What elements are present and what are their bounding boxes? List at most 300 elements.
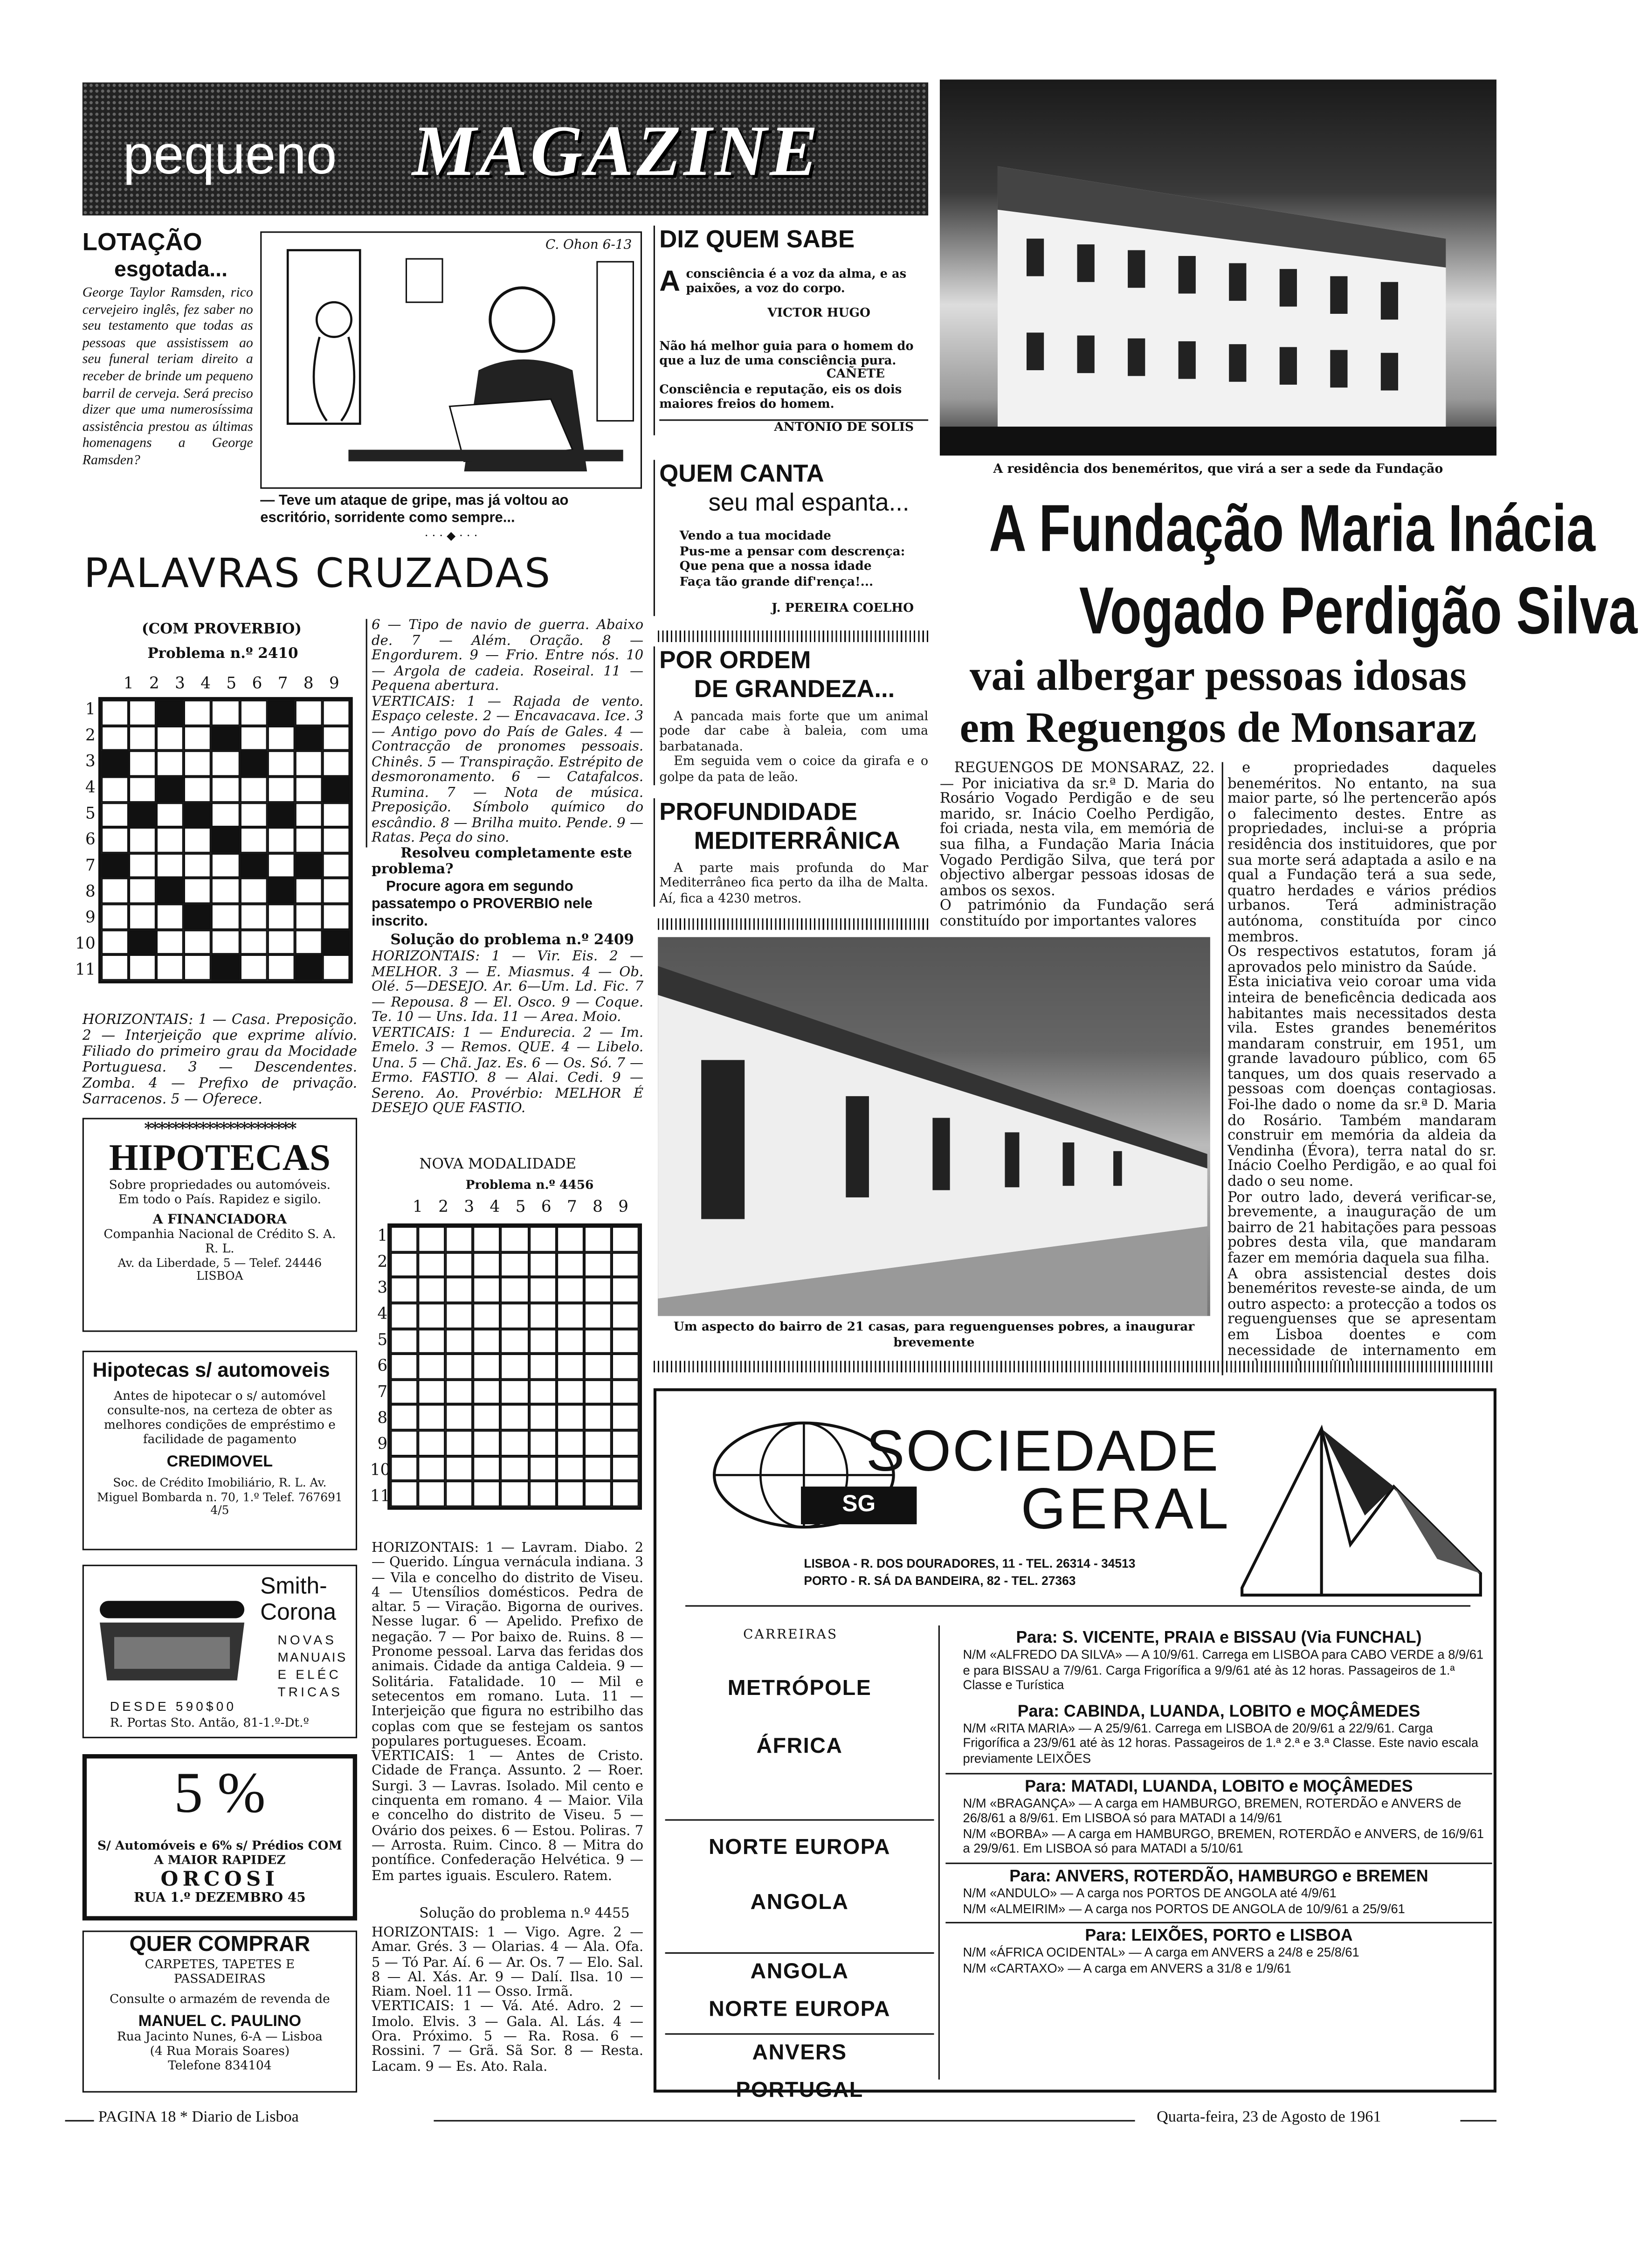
divider-ornament: · · · ◆ · · · xyxy=(424,529,478,543)
ordem-title-2: DE GRANDEZA... xyxy=(694,675,895,703)
lotacao-subtitle: esgotada... xyxy=(114,257,228,282)
route-details: N/M «ANDULO» — A carga nos PORTOS DE ANGOLA até 4/9/61 N/M «ALMEIRIM» — A carga nos PORTOS DE ANGOLA de 10/9/61 a 25/9/61 xyxy=(963,1886,1405,1915)
grid-cell xyxy=(129,751,156,776)
route-block xyxy=(945,1862,1492,1922)
grid-black-cell xyxy=(322,776,350,802)
hipotecas-addr: Av. da Liberdade, 5 — Telef. 24446 xyxy=(117,1257,322,1270)
grid-cell xyxy=(322,726,350,751)
grid-cell xyxy=(129,955,156,981)
route-title: Para: CABINDA, LUANDA, LOBITO e MOÇÂMEDES xyxy=(1017,1703,1420,1721)
palavras-problem: Problema n.º 2410 xyxy=(147,646,298,663)
footer-line-left xyxy=(65,2120,94,2122)
grid-cell xyxy=(239,776,267,802)
divider-bar xyxy=(654,1361,1494,1372)
grid-cell xyxy=(446,1226,473,1252)
grid-cell xyxy=(129,853,156,878)
nova-title: NOVA MODALIDADE xyxy=(419,1157,577,1173)
grid-cell xyxy=(584,1252,611,1278)
grid-cell xyxy=(157,751,184,776)
article-col-1: REGUENGOS DE MONSARAZ, 22. — Por iniciativa da sr.ª D. Maria do Rosário Vogado Perdigão e de seu marido, sr. Inácio Coelho Perdigão, foi criada, nesta vila, em memória de sua filha, a Fundação Maria Inácia Vogado Perdigão Silva, que terá por objectivo albergar pessoas idosas de ambos os sexos. O património da Fundação será constituído por importantes valores xyxy=(939,761,1215,930)
grid-cell xyxy=(212,853,239,878)
grid-black-cell xyxy=(157,878,184,904)
grid-black-cell xyxy=(212,726,239,751)
grid-cell xyxy=(446,1379,473,1405)
grid-cell xyxy=(612,1252,639,1278)
article-col-2: e propriedades daqueles beneméritos. No entanto, na sua maior parte, só lhe pertencerão após o falecimento destes. Entre as propriedades, inclui-se a própria residência dos instituidores, que por sua morte será adaptada a asilo e na qual a Fundação terá a sua sede, quatro herdades e vários prédios urbanos. Terá administração autónoma, constituída por cinco membros. Os respectivos estatutos, foram já aprovados pelo ministro da Saúde. Esta iniciativa veio coroar uma vida inteira de beneficência dedicada aos habitantes mais necessitados desta vila. Estes grandes beneméritos mandaram construir, em 1951, um grande lavadouro público, com 65 tanques, um dos quais reservado a pessoas com doenças contagiosas. Foi-lhe dado o nome da sr.ª D. Maria do Rosário. Também mandaram construir em memória da aldeia da Vendinha (Évora), terra natal do sr. Inácio Coelho Perdigão, e ao qual foi dado o seu nome. Por outro lado, deverá verificar-se, brevemente, a inauguração de um bairro de 21 habitações para pessoas pobres desta vila, que mandaram fazer em memória daquela sua filha. A obra assistencial destes dois beneméritos reveste-se ainda, de um outro aspecto: a protecção a todos os reguenguenses que se apresentam em Lisboa doentes e com necessidade de internamento em xyxy=(1222,762,1496,1375)
grid-cell xyxy=(501,1405,528,1431)
route-details: N/M «RITA MARIA» — A 25/9/61. Carrega em LISBOA de 20/9/61 a 22/9/61. Carga Frigorífica a 23/9/61 até às 12 horas. Passageiros de 1.ª 2.ª e 3.ª Classe. Este navio escala previamente LEIXÕES xyxy=(963,1720,1479,1766)
grid-black-cell xyxy=(101,853,129,878)
grid-cell xyxy=(584,1456,611,1481)
palavras-sol: HORIZONTAIS: 1 — Vir. Eis. 2 — MELHOR. 3 — E. Miasmus. 4 — Ob. Olé. 5—DESEJO. Ar. 6—Um. Ld. Fic. 7 — Repousa. 8 — El. Osco. 9 — Coque. Te. 10 — Uns. Ida. 11 — Area. Moio. VERTICAIS: 1 — Endurecia. 2 — Im. Emelo. 3 — Remos. QUE. 4 — Libelo. Una. 5 — Chã. Jaz. Es. 6 — Os. Só. 7 — Ermo. FASTIO. 8 — Alai. Cedi. 9 — Sereno. Ao. Provérbio: MELHOR É DESEJO QUE FASTIO. xyxy=(372,948,644,1117)
credimovel-body: Antes de hipotecar o s/ automóvel consulte-nos, na certeza de obter as melhores condições de empréstimo e facilidade de pagamento xyxy=(103,1390,336,1448)
palavras-col-numbers xyxy=(116,674,347,692)
grid-cell xyxy=(101,929,129,955)
grid-cell xyxy=(418,1303,446,1328)
grid-cell xyxy=(612,1328,639,1354)
grid-cell xyxy=(584,1405,611,1431)
grid-row-number: 5 xyxy=(85,804,96,823)
hipotecas-stars: ********************** xyxy=(144,1119,296,1138)
quer-body: Consulte o armazém de revenda de xyxy=(110,1992,330,2007)
grid-cell xyxy=(446,1431,473,1456)
grid-cell xyxy=(529,1481,556,1507)
smith-brand-2: Corona xyxy=(260,1601,337,1625)
banner-small: pequeno xyxy=(123,125,337,187)
grid-cell xyxy=(101,802,129,828)
grid-cell xyxy=(418,1481,446,1507)
route-region-label: ANGOLA xyxy=(750,1890,849,1915)
grid-black-cell xyxy=(129,802,156,828)
grid-row-number: 3 xyxy=(377,1278,388,1297)
grid-cell xyxy=(473,1431,501,1456)
sociedade-addr-2: PORTO - R. SÁ DA BANDEIRA, 82 - TEL. 27363 xyxy=(804,1573,1076,1588)
grid-cell xyxy=(501,1303,528,1328)
grid-cell xyxy=(267,955,295,981)
grid-cell xyxy=(584,1277,611,1303)
grid-cell xyxy=(612,1277,639,1303)
grid-cell xyxy=(418,1252,446,1278)
palavras-sub: (COM PROVERBIO) xyxy=(141,622,302,638)
grid-black-cell xyxy=(267,802,295,828)
diz-quem-sabe xyxy=(654,226,928,436)
banner-big: MAGAZINE xyxy=(412,110,821,191)
carreiras-label: CARREIRAS xyxy=(743,1628,838,1643)
grid-cell xyxy=(529,1379,556,1405)
magazine-banner xyxy=(83,83,928,215)
cartoon xyxy=(260,231,642,489)
grid-cell xyxy=(129,878,156,904)
grid-col-number: 3 xyxy=(175,674,185,693)
grid-cell xyxy=(390,1456,418,1481)
nova-sol-title: Solução do problema n.º 4455 xyxy=(419,1906,630,1922)
ordem-p1: A pancada mais forte que um animal pode dar cabe à baleia, com uma barbatanada. xyxy=(659,710,929,755)
grid-cell xyxy=(584,1226,611,1252)
grid-cell xyxy=(556,1431,584,1456)
grid-black-cell xyxy=(101,751,129,776)
grid-cell xyxy=(322,904,350,930)
divider-bar xyxy=(658,630,928,642)
grid-cell xyxy=(390,1303,418,1328)
hipotecas-body: Sobre propriedades ou automóveis. Em todo o País. Rapidez e sigilo. xyxy=(109,1178,331,1208)
sociedade-addr-1: LISBOA - R. DOS DOURADORES, 11 - TEL. 26314 - 34513 xyxy=(804,1556,1136,1571)
grid-cell xyxy=(556,1379,584,1405)
photo1-caption: A residência dos beneméritos, que virá a ser a sede da Fundação xyxy=(993,463,1443,477)
grid-cell xyxy=(212,904,239,930)
grid-cell xyxy=(612,1431,639,1456)
smith-line-2: MANUAIS xyxy=(277,1650,347,1665)
headline-2: Vogado Perdigão Silva xyxy=(1079,573,1638,648)
quer-sub: CARPETES, TAPETES E PASSADEIRAS xyxy=(145,1958,295,1987)
cartoon-caption: — Teve um ataque de gripe, mas já voltou ao escritório, sorridente como sempre... xyxy=(260,493,569,526)
route-region-label: NORTE EUROPA xyxy=(709,1835,891,1860)
route-region-label: ANGOLA xyxy=(750,1959,849,1984)
orcosi-body: S/ Automóveis e 6% s/ Prédios COM A MAIOR RAPIDEZ xyxy=(97,1839,342,1869)
grid-cell xyxy=(101,726,129,751)
quer-addr: Rua Jacinto Nunes, 6-A — Lisboa (4 Rua Morais Soares) Telefone 834104 xyxy=(117,2030,323,2074)
grid-cell xyxy=(157,929,184,955)
cartoon-drawing xyxy=(262,233,639,486)
grid-cell xyxy=(529,1303,556,1328)
smith-line-4: TRICAS xyxy=(277,1685,343,1700)
sociedade-vline xyxy=(938,1625,940,2080)
footer-right: Quarta-feira, 23 de Agosto de 1961 xyxy=(1157,2108,1381,2126)
diz-title: DIZ QUEM SABE xyxy=(659,225,855,253)
route-region-block xyxy=(665,1819,934,1931)
quem-verse: Vendo a tua mocidade Pus-me a pensar com descrença: Que pena que a nossa idade Faça tão grande dif'rença!... xyxy=(679,529,905,589)
grid-black-cell xyxy=(129,929,156,955)
grid-black-cell xyxy=(295,726,322,751)
grid-cell xyxy=(101,776,129,802)
route-block xyxy=(945,1699,1492,1772)
grid-cell xyxy=(295,929,322,955)
profundidade xyxy=(654,798,928,907)
grid-cell xyxy=(529,1252,556,1278)
grid-cell xyxy=(556,1405,584,1431)
palavras-grid xyxy=(98,697,353,983)
por-ordem xyxy=(654,646,928,785)
smith-line-3: E ELÉC xyxy=(277,1667,341,1682)
grid-cell xyxy=(322,802,350,828)
grid-cell xyxy=(529,1328,556,1354)
grid-cell xyxy=(473,1303,501,1328)
nova-clues: HORIZONTAIS: 1 — Lavram. Diabo. 2 — Querido. Língua vernácula indiana. 3 — Vila e concelho do distrito de Viseu. 4 — Utensílios domésticos. Pedra de altar. 5 — Viração. Bigorna de ourives. Nesse lugar. 6 — Apelido. Prefixo de negação. 7 — Por baixo de. Ruins. 8 — Pronome pessoal. Larva das feridas dos animais. Cidade da antiga Caldeia. 9 — Solitária. Fatalidade. 10 — Mil e setecentos em romano. Luta. 11 — Interjeição que figura no estribilho das coplas com que se festejam os santos populares portugueses. Ecoam. VERTICAIS: 1 — Antes de Cristo. Cidade de França. Assunto. 2 — Roer. Surgi. 3 — Lavras. Isolado. Mil cento e cinquenta em romano. 4 — Maior. Vila e concelho do distrito de Viseu. 5 — Ovário dos peixes. 6 — Estou. Poliras. 7 — Arrosta. Ruim. Cinco. 8 — Mitra do pontífice. Confederação Helvética. 9 — Em partes iguais. Esculero. Ratem. xyxy=(372,1540,644,1884)
grid-cell xyxy=(473,1252,501,1278)
grid-cell xyxy=(239,802,267,828)
grid-row-number: 4 xyxy=(85,778,96,797)
quer-comprar-ad xyxy=(83,1930,357,2092)
grid-black-cell xyxy=(157,776,184,802)
orcosi-addr: RUA 1.º DEZEMBRO 45 xyxy=(134,1891,306,1906)
route-region-label: NORTE EUROPA xyxy=(709,1997,891,2022)
grid-cell xyxy=(501,1379,528,1405)
grid-cell xyxy=(418,1328,446,1354)
orcosi-big: 5 % xyxy=(174,1760,266,1825)
grid-cell xyxy=(556,1277,584,1303)
grid-cell xyxy=(612,1303,639,1328)
grid-cell xyxy=(212,802,239,828)
grid-cell xyxy=(267,853,295,878)
grid-row-number: 2 xyxy=(377,1252,388,1272)
grid-cell xyxy=(556,1328,584,1354)
grid-cell xyxy=(501,1481,528,1507)
grid-cell xyxy=(390,1431,418,1456)
grid-cell xyxy=(446,1456,473,1481)
grid-cell xyxy=(418,1277,446,1303)
grid-cell xyxy=(584,1431,611,1456)
grid-cell xyxy=(473,1379,501,1405)
nova-col-numbers xyxy=(405,1197,636,1216)
route-block xyxy=(945,1772,1492,1862)
grid-cell xyxy=(446,1303,473,1328)
quem-sub: seu mal espanta... xyxy=(708,489,910,517)
grid-cell xyxy=(418,1226,446,1252)
grid-cell xyxy=(184,700,212,726)
ordem-p2: Em seguida vem o coice da girafa e o golpe da pata de leão. xyxy=(659,755,929,785)
sociedade-name-2: GERAL xyxy=(1020,1478,1232,1542)
grid-cell xyxy=(129,828,156,853)
grid-row-number: 8 xyxy=(85,882,96,901)
grid-cell xyxy=(239,955,267,981)
grid-cell xyxy=(584,1481,611,1507)
grid-cell xyxy=(446,1252,473,1278)
grid-cell xyxy=(267,904,295,930)
grid-cell xyxy=(529,1277,556,1303)
credimovel-name: CREDIMOVEL xyxy=(166,1453,273,1471)
route-title: Para: S. VICENTE, PRAIA e BISSAU (Via FUNCHAL) xyxy=(1016,1630,1422,1647)
grid-cell xyxy=(322,828,350,853)
smith-line-1: NOVAS xyxy=(277,1632,337,1647)
sociedade-name-1: SOCIEDADE xyxy=(866,1420,1220,1484)
footer-left: PAGINA 18 * Diario de Lisboa xyxy=(98,2108,299,2126)
grid-col-number: 6 xyxy=(252,674,262,693)
route-region-block xyxy=(665,1952,934,2029)
grid-col-number: 5 xyxy=(226,674,237,693)
route-region-label: ANVERS xyxy=(752,2040,847,2065)
palavras-clues-col: 6 — Tipo de navio de guerra. Abaixo de. 7 — Além. Oração. 8 — Engordurem. 9 — Frio. Entre nós. 10 — Argola de cadeia. Roseiral. 11 — Pequena abertura. VERTICAIS: 1 — Rajada de vento. Espaço celeste. 2 — Encavacava. Ice. 3 — Antigo povo do País de Gales. 4 — Contracção de pronomes pessoais. Chinês. 5 — Transpiração. Estrépito de desmoronamento. 6 — Catafalcos. Rumina. 7 — Nota de música. Preposição. Símbolo químico do escândio. 8 — Brilha muito. Pende. 9 — Ratas. Peça do sino. xyxy=(366,619,643,846)
hipotecas-ad xyxy=(83,1118,357,1332)
grid-cell xyxy=(418,1456,446,1481)
diz-dropcap: A xyxy=(659,266,681,298)
grid-cell xyxy=(129,776,156,802)
grid-cell xyxy=(529,1431,556,1456)
lotacao-body: George Taylor Ramsden, rico cervejeiro inglês, fez saber no seu testamento que todas as pessoas que assistissem ao seu funeral teriam direito a receber de brinde um pequeno barril de cerveja. Será preciso dizer que uma numerosíssima assistência prestou as últimas homenagens a George Ramsden? xyxy=(82,284,253,469)
grid-cell xyxy=(184,853,212,878)
grid-col-number: 4 xyxy=(490,1197,500,1217)
diz-quote-2: Não há melhor guia para o homem do que a luz de uma consciência pura. xyxy=(659,338,914,367)
route-region-block xyxy=(665,1660,934,1776)
grid-cell xyxy=(556,1252,584,1278)
grid-black-cell xyxy=(239,853,267,878)
grid-cell xyxy=(212,751,239,776)
palavras-row-numbers xyxy=(49,697,98,983)
lotacao-title: LOTAÇÃO xyxy=(82,228,202,256)
grid-cell xyxy=(501,1252,528,1278)
grid-cell xyxy=(501,1328,528,1354)
footer-line-right xyxy=(1460,2120,1496,2122)
grid-cell xyxy=(529,1226,556,1252)
grid-cell xyxy=(473,1456,501,1481)
grid-cell xyxy=(584,1379,611,1405)
grid-cell xyxy=(390,1405,418,1431)
grid-cell xyxy=(184,878,212,904)
grid-row-number: 7 xyxy=(85,856,96,875)
grid-cell xyxy=(267,776,295,802)
grid-cell xyxy=(473,1226,501,1252)
grid-cell xyxy=(473,1354,501,1379)
route-region-label: PORTUGAL xyxy=(736,2078,863,2103)
grid-cell xyxy=(184,726,212,751)
diz-author-3: ANTÓNIO DE SOLIS xyxy=(659,419,928,435)
hipotecas-name: A FINANCIADORA xyxy=(152,1213,287,1228)
nova-sol: HORIZONTAIS: 1 — Vigo. Agre. 2 — Amar. Grés. 3 — Olarias. 4 — Ala. Ofa. 5 — Tó Par. Aí. 6 — Ar. Os. 7 — Elo. Sal. 8 — Al. Xás. Ar. 9 — Dalí. Ilsa. 10 — Riam. Noel. 11 — Osso. Irmã. VERTICAIS: 1 — Vá. Até. Adro. 2 — Imolo. Elvis. 3 — Gala. Al. Lás. 4 — Ora. Próximo. 5 — Ra. Rosa. 6 — Rossini. 7 — Grã. Sã Sor. 8 — Resta. Lacam. 9 — Es. Ato. Rala. xyxy=(372,1924,644,2075)
grid-cell xyxy=(390,1481,418,1507)
grid-cell xyxy=(157,955,184,981)
sg-logo-box xyxy=(801,1487,917,1524)
grid-col-number: 9 xyxy=(329,674,339,693)
credimovel-ad xyxy=(83,1351,357,1550)
prof-title-1: PROFUNDIDADE xyxy=(659,798,857,826)
diz-author-1: VICTOR HUGO xyxy=(767,306,871,321)
residence-drawing xyxy=(940,80,1496,456)
grid-cell xyxy=(184,828,212,853)
grid-black-cell xyxy=(212,828,239,853)
residence-photo xyxy=(940,80,1496,456)
grid-cell xyxy=(322,700,350,726)
grid-cell xyxy=(501,1277,528,1303)
sociedade-rule xyxy=(685,1605,1470,1607)
grid-black-cell xyxy=(157,700,184,726)
grid-cell xyxy=(212,878,239,904)
grid-cell xyxy=(390,1252,418,1278)
smith-brand-1: Smith- xyxy=(260,1575,327,1600)
grid-cell xyxy=(418,1431,446,1456)
grid-cell xyxy=(390,1328,418,1354)
grid-cell xyxy=(101,955,129,981)
headline-3: vai albergar pessoas idosas xyxy=(970,652,1467,700)
cartoon-signature: C. Ohon 6-13 xyxy=(545,238,632,253)
grid-cell xyxy=(418,1354,446,1379)
bairro-drawing xyxy=(658,937,1210,1316)
grid-cell xyxy=(267,726,295,751)
route-details: N/M «BRAGANÇA» — A carga em HAMBURGO, BREMEN, ROTERDÃO e ANVERS de 26/8/61 a 8/9/61. Em LISBOA só para MATADI a 14/9/61 N/M «BORBA» — A carga em HAMBURGO, BREMEN, ROTERDÃO e ANVERS, de 16/9/61 a 29/9/61. Em LISBOA só para MATADI a 5/10/61 xyxy=(963,1795,1484,1856)
grid-cell xyxy=(612,1226,639,1252)
grid-cell xyxy=(446,1354,473,1379)
grid-cell xyxy=(157,726,184,751)
quer-title: QUER COMPRAR xyxy=(129,1932,310,1957)
grid-cell xyxy=(501,1456,528,1481)
divider-bar xyxy=(658,918,928,930)
grid-cell xyxy=(418,1379,446,1405)
orcosi-name: ORCOSI xyxy=(160,1868,279,1892)
route-block xyxy=(945,1922,1492,1982)
grid-black-cell xyxy=(239,751,267,776)
grid-row-number: 2 xyxy=(85,726,96,745)
grid-col-number: 3 xyxy=(464,1197,475,1217)
grid-cell xyxy=(267,929,295,955)
grid-cell xyxy=(612,1379,639,1405)
diz-quote-1: consciência é a voz da alma, e as paixões, a voz do corpo. xyxy=(686,266,907,295)
grid-black-cell xyxy=(295,955,322,981)
grid-cell xyxy=(322,955,350,981)
grid-row-number: 10 xyxy=(75,934,96,953)
sociedade-routes-right xyxy=(945,1625,1492,1982)
grid-cell xyxy=(295,828,322,853)
grid-cell xyxy=(390,1379,418,1405)
grid-col-number: 8 xyxy=(593,1197,603,1217)
grid-cell xyxy=(212,700,239,726)
grid-row-number: 9 xyxy=(85,908,96,927)
grid-col-number: 8 xyxy=(303,674,314,693)
grid-cell xyxy=(473,1277,501,1303)
bairro-photo xyxy=(658,937,1210,1316)
hipotecas-city: LISBOA xyxy=(196,1270,243,1283)
grid-col-number: 2 xyxy=(438,1197,448,1217)
grid-cell xyxy=(157,802,184,828)
grid-cell xyxy=(612,1481,639,1507)
grid-cell xyxy=(295,751,322,776)
sociedade-geral-ad xyxy=(654,1388,1496,2103)
grid-cell xyxy=(129,700,156,726)
route-title: Para: MATADI, LUANDA, LOBITO e MOÇÂMEDES xyxy=(1025,1778,1413,1796)
grid-row-number: 1 xyxy=(85,700,96,719)
route-title: Para: LEIXÕES, PORTO e LISBOA xyxy=(1085,1928,1353,1945)
headline-4: em Reguengos de Monsaraz xyxy=(959,704,1477,752)
quer-name: MANUEL C. PAULINO xyxy=(138,2013,302,2031)
grid-black-cell xyxy=(295,853,322,878)
grid-black-cell xyxy=(267,700,295,726)
route-block xyxy=(945,1625,1492,1699)
grid-row-number: 6 xyxy=(85,830,96,849)
sg-logo: SG xyxy=(842,1492,876,1517)
grid-cell xyxy=(390,1354,418,1379)
palavras-procure: Procure agora em segundo passatempo o PROVERBIO nele inscrito. xyxy=(372,879,593,930)
grid-row-number: 4 xyxy=(377,1304,388,1323)
footer-line-mid xyxy=(434,2120,1135,2122)
grid-cell xyxy=(612,1354,639,1379)
orcosi-ad xyxy=(83,1754,357,1921)
grid-black-cell xyxy=(184,802,212,828)
grid-cell xyxy=(446,1328,473,1354)
grid-cell xyxy=(295,700,322,726)
grid-col-number: 5 xyxy=(515,1197,526,1217)
grid-cell xyxy=(529,1405,556,1431)
nova-grid xyxy=(387,1224,642,1510)
route-region-block xyxy=(665,2033,934,2110)
route-region-label: ÁFRICA xyxy=(756,1734,843,1759)
grid-cell xyxy=(239,904,267,930)
ship-art xyxy=(1235,1400,1489,1599)
grid-row-number: 3 xyxy=(85,752,96,771)
grid-cell xyxy=(295,878,322,904)
grid-cell xyxy=(556,1456,584,1481)
grid-col-number: 6 xyxy=(541,1197,552,1217)
prof-body: A parte mais profunda do Mar Mediterrâneo fica perto da ilha de Malta. Aí, fica a 4230 metros. xyxy=(659,862,929,906)
grid-row-number: 11 xyxy=(75,960,96,979)
smith-corona-ad xyxy=(83,1565,357,1738)
route-title: Para: ANVERS, ROTERDÃO, HAMBURGO e BREMEN xyxy=(1009,1868,1428,1886)
grid-cell xyxy=(529,1354,556,1379)
grid-cell xyxy=(267,828,295,853)
grid-row-number: 1 xyxy=(377,1226,388,1245)
hipotecas-title: HIPOTECAS xyxy=(109,1136,331,1179)
grid-cell xyxy=(473,1328,501,1354)
grid-cell xyxy=(295,776,322,802)
grid-cell xyxy=(390,1277,418,1303)
grid-black-cell xyxy=(212,955,239,981)
grid-cell xyxy=(501,1226,528,1252)
diz-quote-3: Consciência e reputação, eis os dois maiores freios do homem. xyxy=(659,381,902,411)
